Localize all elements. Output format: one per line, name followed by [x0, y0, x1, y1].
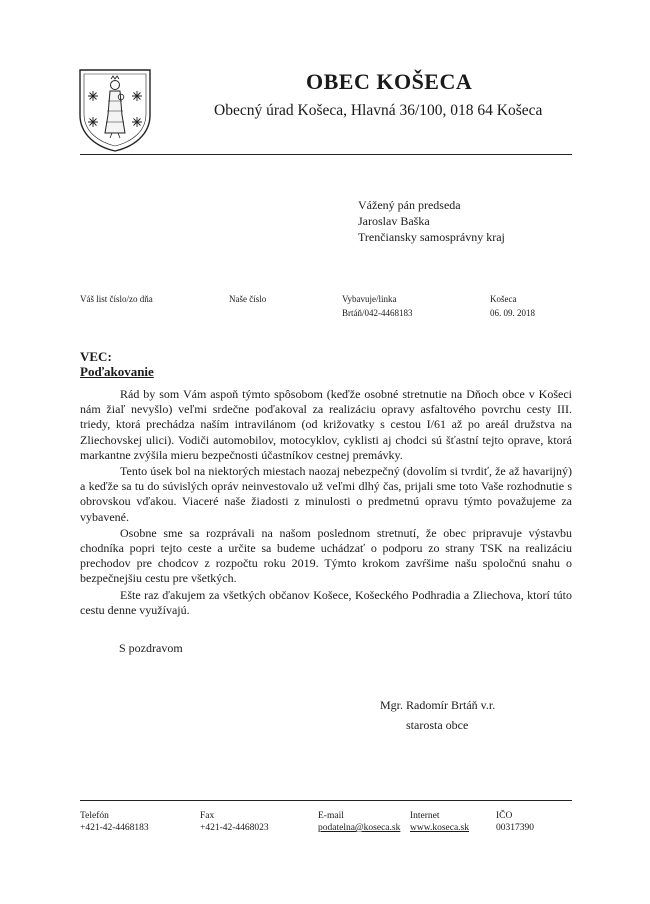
signer-role: starosta obce — [406, 718, 469, 732]
office-address: Obecný úrad Košeca, Hlavná 36/100, 018 64 Košeca — [214, 102, 543, 119]
subject-text: Poďakovanie — [80, 364, 154, 379]
letter-body — [80, 387, 572, 619]
body-paragraph-1: Rád by som Vám aspoň týmto spôsobom (keďže osobné stretnutie na Dňoch obce v Košeci nám žiaľ nevyšlo) veľmi srdečne poďakoval za realizáciu opravy asfaltového povrchu cesty III. triedy, ktorá prechádza naším intravilánom (od križovatky s cestou I/61 až po areál družstva na Zliechovskej ulici). Vodiči automobilov, motocyklov, cyklisti aj chodci sú šťastní tejto oprave, ktorá markantne zvýšila mieru bezpečnosti účastníkov cestnej premávky. — [80, 387, 572, 462]
recipient-salutation: Vážený pán predseda — [358, 198, 461, 212]
phone-label: Telefón — [80, 811, 109, 821]
email-label: E-mail — [318, 811, 344, 821]
body-paragraph-4: Ešte raz ďakujem za všetkých občanov Košece, Košeckého Podhradia a Zliechova, ktorí túto cestu denne využívajú. — [80, 587, 572, 617]
coat-of-arms-emblem — [77, 67, 153, 153]
fax-label: Fax — [200, 811, 215, 821]
handled-by-label: Vybavuje/linka — [342, 294, 397, 304]
recipient-name: Jaroslav Baška — [358, 214, 430, 228]
municipality-title: OBEC KOŠECA — [306, 69, 473, 94]
letter-place: Košeca — [490, 294, 517, 304]
our-number-label: Naše číslo — [229, 294, 267, 304]
email-link[interactable]: podatelna@koseca.sk — [318, 823, 401, 833]
letter-date: 06. 09. 2018 — [490, 308, 535, 318]
crest-icon — [77, 67, 153, 153]
ico-number: 00317390 — [496, 823, 534, 833]
web-label: Internet — [410, 811, 440, 821]
your-letter-label: Váš list číslo/zo dňa — [80, 294, 153, 304]
signer-name: Mgr. Radomír Brtáň v.r. — [380, 698, 496, 712]
footer-divider — [80, 800, 572, 801]
website-link[interactable]: www.koseca.sk — [410, 823, 470, 833]
body-paragraph-3: Osobne sme sa rozprávali na našom poslednom stretnutí, že obec pripravuje výstavbu chodníka popri tejto ceste a určite sa budeme uchádzať o podporu zo strany TSK na realizáciu prechodov pre chodcov z rozpočtu roku 2019. Týmto krokom zavŕšime našu spoločnú snahu o bezpečnejšiu cestu pre všetkých. — [80, 525, 572, 586]
closing-greeting: S pozdravom — [119, 641, 183, 655]
fax-number: +421-42-4468023 — [200, 823, 269, 833]
header-divider — [80, 154, 572, 155]
handled-by-value: Brtáň/042-4468183 — [342, 308, 413, 318]
phone-number: +421-42-4468183 — [80, 823, 149, 833]
subject-heading: VEC: — [80, 349, 112, 364]
body-paragraph-2: Tento úsek bol na niektorých miestach naozaj nebezpečný (dovolím si tvrdiť, že až havarijný) a keďže sa tu do súvislých opráv neinvestovalo už veľmi dlhý čas, prijali sme toto Vaše rozhodnutie s obrovskou vďakou. Viaceré naše žiadosti z minulosti o predmetnú opravu týmto považujeme za vybavené. — [80, 464, 572, 524]
ico-label: IČO — [496, 811, 513, 821]
recipient-organization: Trenčiansky samosprávny kraj — [358, 230, 505, 244]
